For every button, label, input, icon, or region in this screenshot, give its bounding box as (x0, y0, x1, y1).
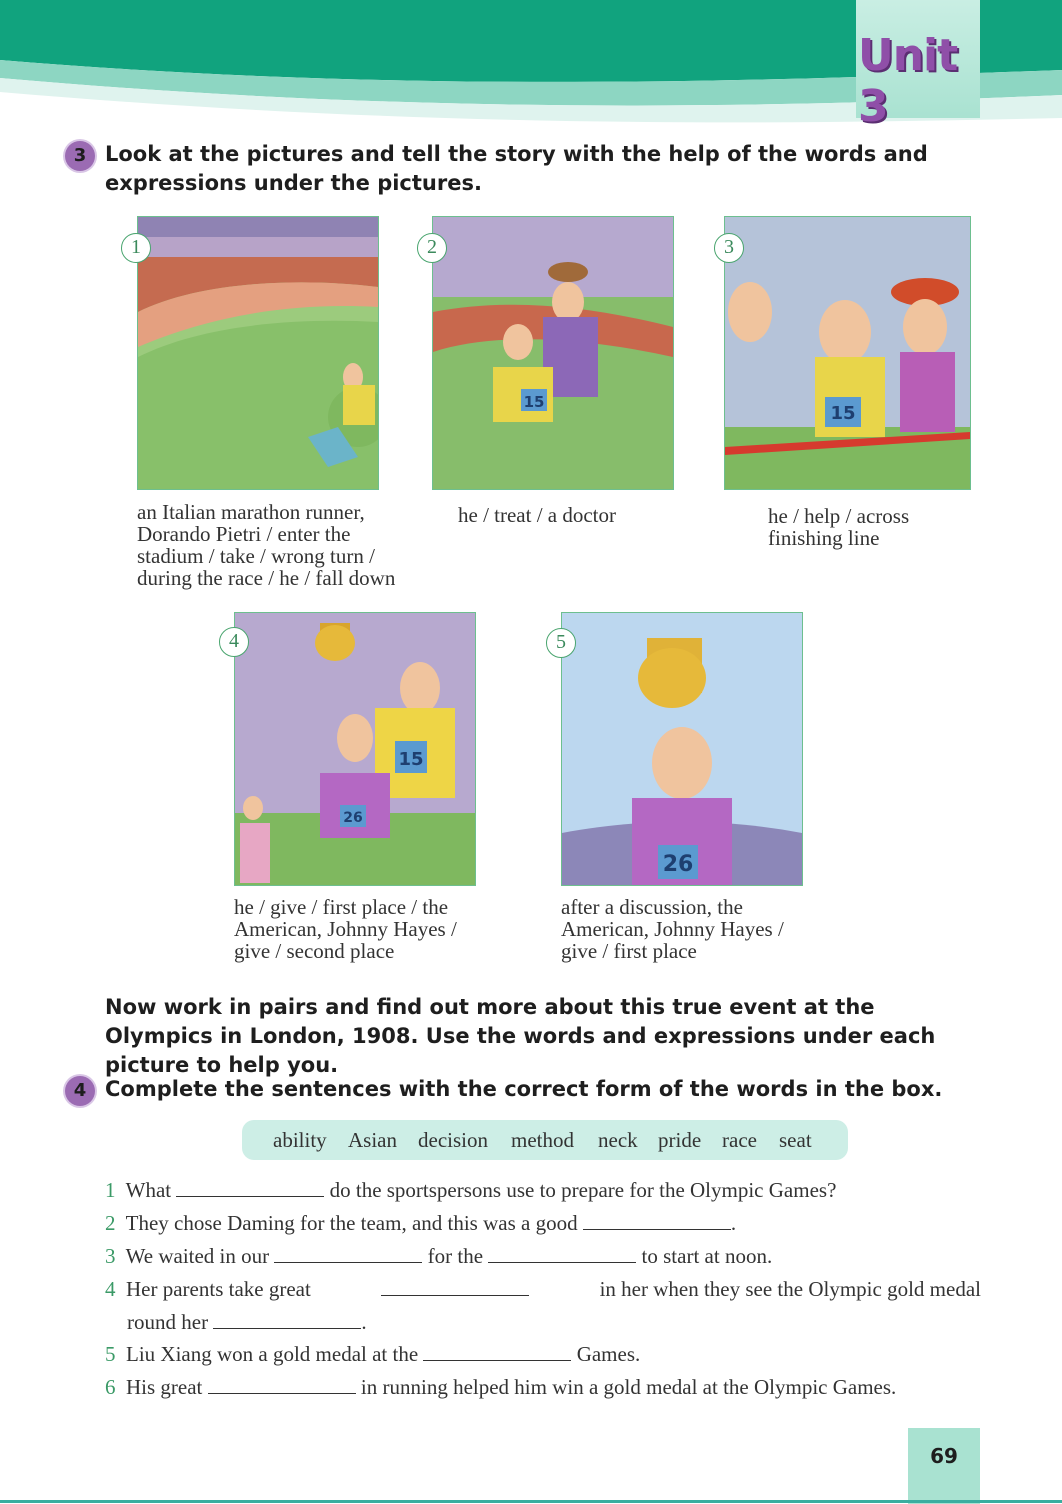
sentence-text: . (361, 1310, 367, 1334)
sentence-2 (105, 1211, 736, 1236)
sentence-number: 6 (105, 1375, 116, 1399)
sentence-1 (105, 1178, 836, 1203)
bib-number: 26 (662, 852, 694, 877)
sentence-text: Her parents take great (126, 1277, 311, 1301)
exercise-4-badge: 4 (65, 1076, 95, 1106)
answer-blank[interactable] (488, 1244, 636, 1263)
sentence-text: His great (126, 1375, 203, 1399)
sentence-text: Liu Xiang won a gold medal at the (126, 1342, 419, 1366)
answer-blank[interactable] (213, 1310, 361, 1329)
bottom-rule (0, 1500, 1062, 1503)
page-number: 69 (908, 1428, 980, 1504)
picture-4-caption: he / give / first place / the American, Johnny Hayes / give / second place (234, 895, 457, 963)
sentence-text: for the (427, 1244, 484, 1268)
word-item: decision (418, 1128, 488, 1152)
exercise-3-badge: 3 (65, 141, 95, 171)
answer-blank[interactable] (176, 1178, 324, 1197)
word-item: ability (273, 1128, 327, 1152)
sentence-number: 1 (105, 1178, 116, 1202)
picture-3-number: 3 (714, 233, 744, 263)
answer-blank[interactable] (274, 1244, 422, 1263)
sentence-4 (105, 1277, 981, 1302)
word-item: neck (598, 1128, 638, 1152)
sentence-text: round her (127, 1310, 209, 1334)
sentence-text: Games. (576, 1342, 641, 1366)
sentence-text: They chose Daming for the team, and this was a good (125, 1211, 578, 1235)
word-item: seat (779, 1128, 812, 1152)
picture-5-number: 5 (546, 628, 576, 658)
answer-blank[interactable] (583, 1211, 731, 1230)
sentence-3 (105, 1244, 772, 1269)
picture-5 (561, 612, 803, 886)
picture-1-caption: an Italian marathon runner, Dorando Pietri / enter the stadium / take / wrong turn / during the race / he / fall down (137, 500, 396, 590)
sentence-text: in running helped him win a gold medal at the Olympic Games. (360, 1375, 897, 1399)
picture-4 (234, 612, 476, 886)
exercise-3-followup: Now work in pairs and find out more about this true event at the Olympics in London, 1908. Use the words and expressions under each picture to help you. (105, 995, 936, 1077)
sentence-6 (105, 1375, 896, 1400)
word-item: method (511, 1128, 574, 1152)
picture-3-caption: he / help / across finishing line (768, 504, 910, 550)
picture-1-number: 1 (121, 233, 151, 263)
picture-3 (724, 216, 971, 490)
bib-number: 15 (830, 403, 856, 424)
picture-2-caption: he / treat / a doctor (458, 503, 617, 527)
bib-number: 15 (523, 393, 545, 411)
picture-1 (137, 216, 379, 490)
exercise-3-instruction: Look at the pictures and tell the story with the help of the words and expressions under the pictures. (105, 142, 928, 195)
unit-title: Unit 3 (858, 30, 958, 132)
sentence-text: to start at noon. (641, 1244, 773, 1268)
word-item: race (722, 1128, 757, 1152)
sentence-text: . (730, 1211, 737, 1235)
answer-blank[interactable] (208, 1375, 356, 1394)
sentence-5 (105, 1342, 640, 1367)
picture-2 (432, 216, 674, 490)
word-box (242, 1120, 848, 1160)
sentence-text: do the sportspersons use to prepare for the Olympic Games? (329, 1178, 837, 1202)
sentence-text: We waited in our (125, 1244, 270, 1268)
sentence-4-continued (127, 1310, 367, 1335)
word-item: Asian (348, 1128, 397, 1152)
sentence-number: 5 (105, 1342, 116, 1366)
answer-blank[interactable] (423, 1342, 571, 1361)
bib-number: 15 (398, 749, 424, 770)
sentence-number: 3 (105, 1244, 116, 1268)
sentence-text: What (125, 1178, 172, 1202)
word-item: pride (658, 1128, 702, 1152)
picture-4-number: 4 (219, 627, 249, 657)
sentence-number: 4 (105, 1277, 116, 1301)
sentence-number: 2 (105, 1211, 116, 1235)
bib-number: 26 (343, 810, 363, 826)
picture-2-number: 2 (417, 233, 447, 263)
picture-5-caption: after a discussion, the American, Johnny Hayes / give / first place (561, 895, 784, 963)
exercise-4-instruction: Complete the sentences with the correct form of the words in the box. (105, 1077, 943, 1101)
sentence-text: in her when they see the Olympic gold medal (599, 1277, 981, 1301)
answer-blank[interactable] (381, 1277, 529, 1296)
